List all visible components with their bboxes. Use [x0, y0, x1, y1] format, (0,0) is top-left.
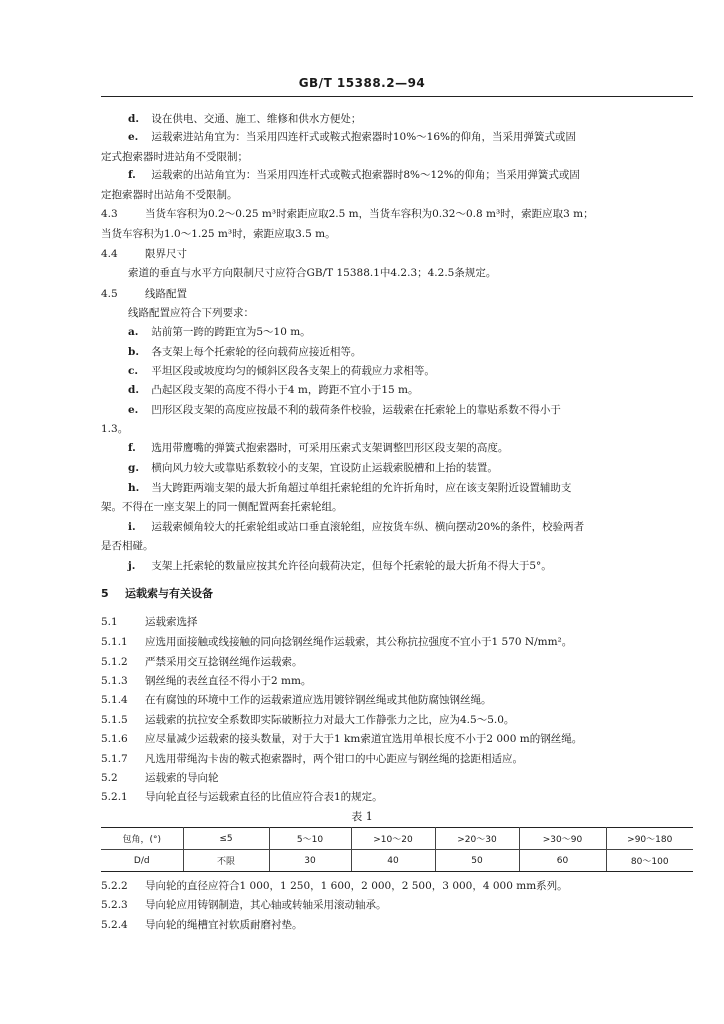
- clause-title: 限界尺寸: [145, 248, 187, 260]
- clause-text: 凡选用带绳沟卡齿的鞍式抱索器时，两个钳口的中心距应与钢丝绳的捻距相适应。: [145, 753, 523, 765]
- clause-text: 严禁采用交互捻钢丝绳作运载索。: [145, 656, 303, 668]
- table-cell: >90～180: [606, 828, 693, 850]
- item-marker: e.: [128, 404, 139, 416]
- section-title: 运载索与有关设备: [125, 587, 213, 600]
- clause-5-1-1: [101, 635, 693, 649]
- page-header-standard-code: GB/T 15388.2—94: [298, 76, 426, 90]
- clause-number: 5.1: [101, 616, 118, 628]
- table-cell: 5～10: [269, 828, 351, 850]
- continuation-line: [101, 188, 693, 202]
- clause-number: 5.1.3: [101, 675, 128, 687]
- table-1: [101, 827, 693, 872]
- clause-5-1-6: [101, 732, 693, 746]
- table-cell: 30: [269, 850, 351, 872]
- item-text: 定式抱索器时进站角不受限制；: [101, 151, 248, 163]
- list-item: [101, 520, 693, 534]
- list-item: [101, 461, 693, 475]
- item-marker: g.: [128, 462, 139, 474]
- clause-5-2-1: [101, 790, 693, 804]
- clause-text: 在有腐蚀的环境中工作的运载索道应选用镀锌钢丝绳或其他防腐蚀钢丝绳。: [145, 694, 492, 706]
- item-text: 定抱索器时出站角不受限制。: [101, 189, 238, 201]
- table-cell: 60: [519, 850, 606, 872]
- item-text: 平坦区段或坡度均匀的倾斜区段各支架上的荷载应力求相等。: [151, 365, 435, 377]
- clause-number: 5.2.4: [101, 919, 128, 931]
- list-item: [101, 168, 693, 182]
- clause-4-4-heading: [101, 247, 693, 261]
- clause-5-2-2: [101, 879, 693, 893]
- item-text: 架。不得在一座支架上的同一侧配置两套托索轮组。: [101, 501, 343, 513]
- clause-text: 当货车容积为1.0～1.25 m³时，索距应取3.5 m。: [101, 228, 336, 240]
- continuation-line: [101, 539, 693, 553]
- continuation-line: [101, 422, 693, 436]
- item-text: 支架上托索轮的数量应按其允许径向载荷决定，但每个托索轮的最大折角不得大于5°。: [151, 560, 552, 572]
- section-5-heading: [101, 587, 693, 601]
- clause-text: 应选用面接触或线接触的同向捻钢丝绳作运载索，其公称抗拉强度不宜小于1 570 N/mm²。: [145, 636, 573, 648]
- clause-title: 运载索的导向轮: [145, 772, 219, 784]
- list-item: [101, 364, 693, 378]
- item-text: 是否相碰。: [101, 540, 154, 552]
- list-item: [101, 403, 693, 417]
- table-cell: ≤5: [183, 828, 269, 850]
- paragraph: [101, 306, 693, 320]
- clause-number: 5.1.7: [101, 753, 128, 765]
- list-item: [101, 559, 693, 573]
- item-text: 设在供电、交通、施工、维修和供水方便处；: [151, 113, 362, 125]
- table-cell: 包角，(°): [101, 828, 183, 850]
- table-cell: >10～20: [351, 828, 435, 850]
- list-item: [101, 481, 693, 495]
- clause-number: 4.5: [101, 288, 118, 300]
- table-row: [101, 850, 693, 872]
- item-marker: f.: [128, 442, 136, 454]
- clause-5-2-3: [101, 898, 693, 912]
- clause-number: 4.3: [101, 208, 118, 220]
- table-cell: 80～100: [606, 850, 693, 872]
- clause-title: 线路配置: [145, 288, 187, 300]
- item-marker: e.: [128, 131, 139, 143]
- clause-number: 5.2.3: [101, 899, 128, 911]
- clause-number: 5.2.1: [101, 791, 128, 803]
- clause-number: 5.1.1: [101, 636, 128, 648]
- clause-number: 5.1.5: [101, 714, 128, 726]
- continuation-line: [101, 150, 693, 164]
- clause-5-1-5: [101, 713, 693, 727]
- continuation-line: [101, 227, 693, 241]
- clause-number: 5.1.4: [101, 694, 128, 706]
- clause-5-2-4: [101, 918, 693, 932]
- clause-5-1-4: [101, 693, 693, 707]
- item-marker: b.: [128, 346, 139, 358]
- clause-4-5-heading: [101, 287, 693, 301]
- table-caption: 表 1: [351, 810, 373, 823]
- clause-text: 当货车容积为0.2～0.25 m³时索距应取2.5 m，当货车容积为0.32～0.8 m³时，索距应取3 m；: [145, 208, 594, 220]
- item-text: 1.3。: [101, 423, 129, 435]
- item-text: 运载索倾角较大的托索轮组或站口垂直滚轮组，应按货车纵、横向摆动20%的条件，校验两者: [151, 521, 585, 533]
- clause-number: 5.1.2: [101, 656, 128, 668]
- item-marker: j.: [128, 560, 136, 572]
- continuation-line: [101, 500, 693, 514]
- clause-text: 应尽量减少运载索的接头数量，对于大于1 km索道宜选用单根长度不小于2 000 m的钢丝绳。: [145, 733, 583, 745]
- item-text: 运载索的出站角宜为：当采用四连杆式或鞍式抱索器时8%～12%的仰角；当采用弹簧式或固: [151, 169, 580, 181]
- clause-5-1-7: [101, 752, 693, 766]
- list-item: [101, 441, 693, 455]
- clause-number: 4.4: [101, 248, 118, 260]
- header-rule: [101, 96, 693, 97]
- clause-5-2-heading: [101, 771, 693, 785]
- table-cell: 不限: [183, 850, 269, 872]
- paragraph: [101, 266, 693, 280]
- item-marker: f.: [128, 169, 136, 181]
- clause-text: 运载索的抗拉安全系数即实际破断拉力对最大工作静张力之比，应为4.5～5.0。: [145, 714, 515, 726]
- item-text: 选用带鹰嘴的弹簧式抱索器时，可采用压索式支架调整凹形区段支架的高度。: [151, 442, 509, 454]
- clause-4-3: [101, 207, 693, 221]
- list-item: [101, 325, 693, 339]
- item-text: 各支架上每个托索轮的径向载荷应接近相等。: [151, 346, 362, 358]
- clause-5-1-3: [101, 674, 693, 688]
- item-text: 凸起区段支架的高度不得小于4 m，跨距不宜小于15 m。: [151, 384, 419, 396]
- paragraph-text: 索道的垂直与水平方向限制尺寸应符合GB/T 15388.1中4.2.3；4.2.5条规定。: [128, 267, 497, 279]
- paragraph-text: 线路配置应符合下列要求：: [128, 307, 254, 319]
- clause-text: 导向轮直径与运载索直径的比值应符合表1的规定。: [145, 791, 383, 803]
- list-item: [101, 112, 693, 126]
- table-cell: >20～30: [435, 828, 519, 850]
- item-marker: a.: [128, 326, 139, 338]
- item-marker: i.: [128, 521, 136, 533]
- table-cell: D/d: [101, 850, 183, 872]
- clause-text: 导向轮应用铸钢制造，其心轴或转轴采用滚动轴承。: [145, 899, 387, 911]
- clause-text: 导向轮的绳槽宜衬软质耐磨衬垫。: [145, 919, 303, 931]
- item-text: 横向风力较大或靠贴系数较小的支架，宜设防止运载索脱槽和上抬的装置。: [151, 462, 498, 474]
- table-cell: 40: [351, 850, 435, 872]
- clause-number: 5.1.6: [101, 733, 128, 745]
- clause-number: 5.2.2: [101, 880, 128, 892]
- table-row: [101, 828, 693, 850]
- item-marker: c.: [128, 365, 139, 377]
- clause-title: 运载索选择: [145, 616, 198, 628]
- clause-text: 导向轮的直径应符合1 000，1 250，1 600，2 000，2 500，3 000，4 000 mm系列。: [145, 880, 568, 892]
- table-cell: >30～90: [519, 828, 606, 850]
- item-marker: h.: [128, 482, 140, 494]
- list-item: [101, 130, 693, 144]
- clause-number: 5.2: [101, 772, 118, 784]
- list-item: [101, 345, 693, 359]
- item-text: 当大跨距两端支架的最大折角超过单组托索轮组的允许折角时，应在该支架附近设置辅助支: [151, 482, 572, 494]
- clause-text: 钢丝绳的表丝直径不得小于2 mm。: [145, 675, 312, 687]
- section-number: 5: [101, 587, 109, 600]
- table-cell: 50: [435, 850, 519, 872]
- item-marker: d.: [128, 384, 139, 396]
- item-marker: d.: [128, 113, 139, 125]
- item-text: 凹形区段支架的高度应按最不利的载荷条件校验，运载索在托索轮上的靠贴系数不得小于: [151, 404, 561, 416]
- clause-5-1-heading: [101, 615, 693, 629]
- clause-5-1-2: [101, 655, 693, 669]
- item-text: 站前第一跨的跨距宜为5～10 m。: [151, 326, 311, 338]
- item-text: 运载索进站角宜为：当采用四连杆式或鞍式抱索器时10%～16%的仰角，当采用弹簧式或固: [151, 131, 577, 143]
- list-item: [101, 383, 693, 397]
